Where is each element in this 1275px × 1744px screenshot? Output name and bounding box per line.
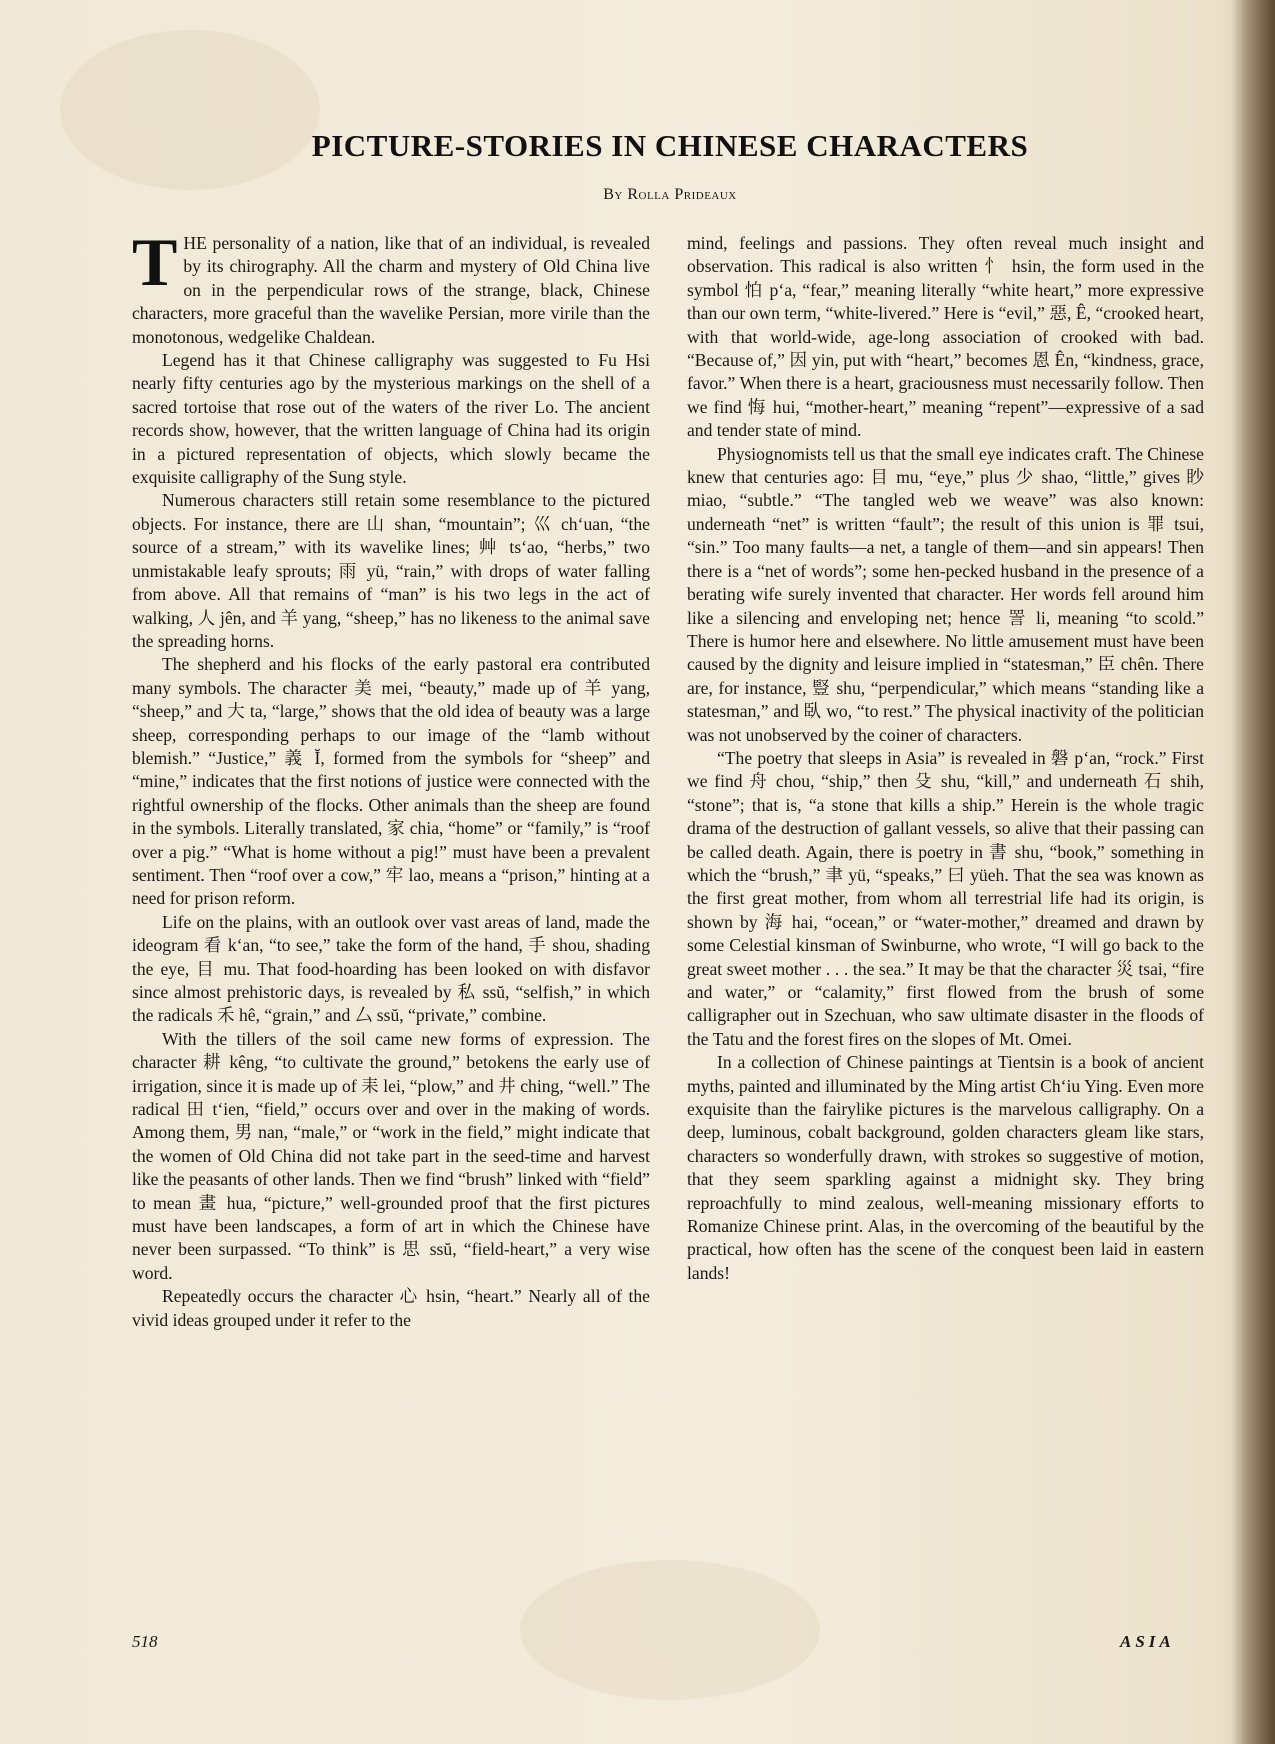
book-spine-shadow [1231, 0, 1275, 1744]
article-byline: By Rolla Prideaux [603, 186, 737, 203]
paragraph: Numerous characters still retain some resemblance to the pictured objects. For instance, there are 山 shan, “mountain”; 巛 ch‘uan, “the source of a stream,” with its wavelike lines; 艸 ts‘ao, “herbs,” two unmistakable leafy sprouts; 雨 yü, “rain,” with drops of water falling from above. All that remains of “man” is his two legs in the act of walking, 人 jên, and 羊 yang, “sheep,” has no likeness to the animal save the spreading horns. [132, 490, 650, 651]
paragraph [132, 224, 650, 349]
page-number: 518 [132, 1632, 158, 1651]
paragraph: “The poetry that sleeps in Asia” is revealed in 磐 p‘an, “rock.” First we find 舟 chou, “ship,” then 殳 shu, “kill,” and underneath 石 shih, “stone”; that is, “a stone that kills a ship.” Herein is the whole tragic drama of the destruction of gallant vessels, so alive that their passing can be called death. Again, there is poetry in 書 shu, “book,” something in which the “brush,” 聿 yü, “speaks,” 曰 yüeh. That the sea was known as the first great mother, from whom all terrestrial life had its origin, is shown by 海 hai, “ocean,” or “water-mother,” dreamed and drawn by some Celestial kinsman of Swinburne, who wrote, “I will go back to the great sweet mother . . . the sea.” It may be that the character 災 tsai, “fire and water,” or “calamity,” first flowed from the brush of some calligrapher out in Szechuan, who saw ultimate disaster in the floods of the Tatu and the forest fires on the slopes of Mt. Omei. [687, 747, 1204, 1049]
paper-stain [60, 30, 320, 190]
paragraph: With the tillers of the soil came new forms of expression. The character 耕 kêng, “to cultivate the ground,” betokens the early use of irrigation, since it is made up of 耒 lei, “plow,” and 井 ching, “well.” The radical 田 t‘ien, “field,” occurs over and over in the making of words. Among them, 男 nan, “male,” or “work in the field,” might indicate that the women of Old China did not take part in the seed-time and harvest like the peasants of other lands. Then we find “brush” linked with “field” to mean 畫 hua, “picture,” well-grounded proof that the first pictures must have been landscapes, a form of art in which the Chinese have never been surpassed. “To think” is 思 ssŭ, “field-heart,” a very wise word. [132, 1028, 650, 1283]
paragraph-text: HE personality of a nation, like that of an individual, is revealed by its chirography. All the charm and mystery of Old China live on in the perpendicular rows of the strange, black, Chinese characters, more graceful than the wavelike Persian, more virile than the monotonous, wedgelike Chaldean. [132, 233, 650, 347]
right-column [687, 232, 1204, 1285]
paragraph: Legend has it that Chinese calligraphy was suggested to Fu Hsi nearly fifty centuries ago by the mysterious markings on the shell of a sacred tortoise that rose out of the waters of the river Lo. The ancient records show, however, that the written language of China had its origin in a pictured representation of objects, which slowly became the exquisite calligraphy of the Sung style. [132, 350, 650, 488]
paragraph: The shepherd and his flocks of the early pastoral era contributed many symbols. The character 美 mei, “beauty,” made up of 羊 yang, “sheep,” and 大 ta, “large,” shows that the old idea of beauty was a large sheep, corresponding perhaps to our image of the “lamb without blemish.” “Justice,” 義 Ĭ, formed from the symbols for “sheep” and “mine,” indicates that the first notions of justice were connected with the rightful ownership of the flocks. Other animals than the sheep are found in the symbols. Literally translated, 家 chia, “home” or “family,” is “roof over a pig.” “What is home without a pig!” must have been a prevalent sentiment. Then “roof over a cow,” 牢 lao, means a “prison,” hinting at a need for prison reform. [132, 654, 650, 909]
paragraph: mind, feelings and passions. They often reveal much insight and observation. This radical is also written 忄 hsin, the form used in the symbol 怕 p‘a, “fear,” meaning literally “white heart,” more expressive than our own term, “white-livered.” Here is “evil,” 惡, Ê, “crooked heart, with that world-wide, age-long association of crooked with bad. “Because of,” 因 yin, put with “heart,” becomes 恩 Ên, “kindness, grace, favor.” When there is a heart, graciousness must necessarily follow. Then we find 悔 hui, “mother-heart,” meaning “repent”—expressive of a sad and tender state of mind. [687, 233, 1204, 441]
paragraph: Repeatedly occurs the character 心 hsin, “heart.” Nearly all of the vivid ideas grouped under it refer to the [132, 1286, 650, 1330]
paragraph: Physiognomists tell us that the small eye indicates craft. The Chinese knew that centuries ago: 目 mu, “eye,” plus 少 shao, “little,” gives 眇 miao, “subtle.” “The tangled web we weave” was also known: underneath “net” is written “fault”; the result of this union is 罪 tsui, “sin.” Too many faults—a net, a tangle of them—and sin appears! Then there is a “net of words”; some hen-pecked husband in the presence of a berating wife surely invented that character. Her words fell around him like a silencing and enveloping net; hence 詈 li, meaning “to scold.” There is humor here and elsewhere. No little amusement must have been caused by the dignity and leisure implied in “statesman,” 臣 chên. There are, for instance, 豎 shu, “perpendicular,” which means “standing like a statesman,” and 臥 wo, “to rest.” The physical inactivity of the politician was not unobserved by the coiner of characters. [687, 443, 1204, 745]
paper-stain [520, 1560, 820, 1700]
paragraph: In a collection of Chinese paintings at Tientsin is a book of ancient myths, painted and illuminated by the Ming artist Ch‘iu Ying. Even more exquisite than the fairylike pictures is the marvelous calligraphy. On a deep, luminous, cobalt background, golden characters gleam like stars, characters so wonderfully drawn, with strokes so suggestive of motion, that they seem sparkling against a midnight sky. They bring reproachfully to mind zealous, well-meaning missionary efforts to Romanize Chinese print. Alas, in the overcoming of the beautiful by the practical, how often has the scene of the conquest been laid in eastern lands! [687, 1052, 1204, 1283]
article-title: PICTURE-STORIES IN CHINESE CHARACTERS [311, 128, 1029, 163]
paragraph: Life on the plains, with an outlook over vast areas of land, made the ideogram 看 k‘an, “to see,” take the form of the hand, 手 shou, shading the eye, 目 mu. That food-hoarding has been looked on with disfavor since almost prehistoric days, is revealed by 私 ssŭ, “selfish,” in which the radicals 禾 hê, “grain,” and 厶 ssŭ, “private,” combine. [132, 911, 650, 1026]
left-column [132, 224, 650, 1332]
magazine-name: ASIA [1120, 1632, 1175, 1651]
drop-cap: T [132, 224, 178, 300]
